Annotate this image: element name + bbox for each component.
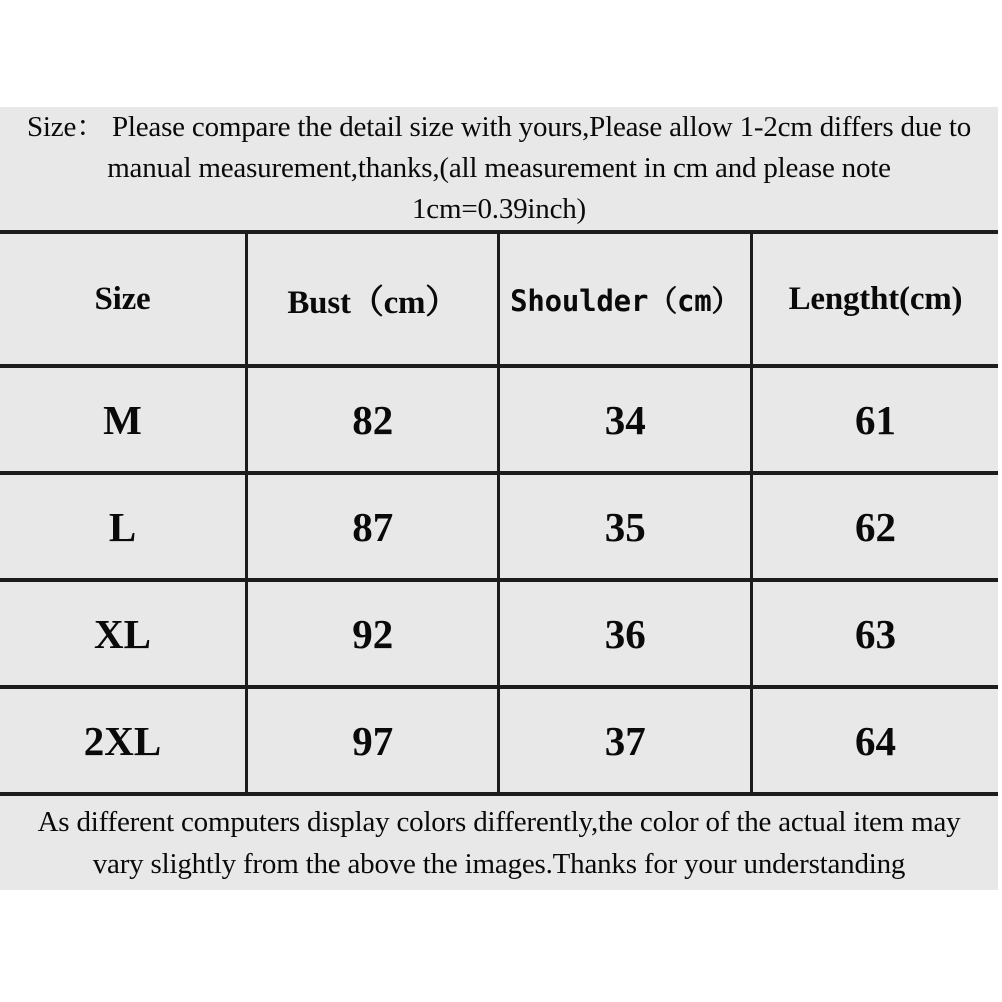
color-disclaimer-line-1: As different computers display colors differently,the color of the actual item may <box>37 806 961 838</box>
column-header-shoulder: Shoulder（cm） <box>499 232 751 366</box>
cell-length: 61 <box>751 366 998 473</box>
cell-size: 2XL <box>0 687 247 794</box>
size-table <box>0 230 998 796</box>
color-disclaimer-line-2: vary slightly from the above the images.Thanks for your understanding <box>92 848 906 880</box>
color-disclaimer <box>0 796 998 897</box>
column-header-size: Size <box>0 232 247 366</box>
size-note-line-2: manual measurement,thanks,(all measurement in cm and please note <box>107 152 891 184</box>
cell-size: XL <box>0 580 247 687</box>
table-header-row <box>0 232 998 366</box>
table-row-m <box>0 366 998 473</box>
column-header-bust: Bust（cm） <box>247 232 499 366</box>
cell-bust: 87 <box>247 473 499 580</box>
cell-length: 64 <box>751 687 998 794</box>
cell-shoulder: 36 <box>499 580 751 687</box>
table-row-xl <box>0 580 998 687</box>
cell-bust: 97 <box>247 687 499 794</box>
size-note-line-1: Size： Please compare the detail size with yours,Please allow 1-2cm differs due to <box>26 111 971 143</box>
cell-size: M <box>0 366 247 473</box>
size-note <box>0 107 998 230</box>
cell-size: L <box>0 473 247 580</box>
cell-bust: 92 <box>247 580 499 687</box>
cell-length: 63 <box>751 580 998 687</box>
cell-bust: 82 <box>247 366 499 473</box>
cell-shoulder: 37 <box>499 687 751 794</box>
size-chart-panel <box>0 107 998 890</box>
cell-shoulder: 35 <box>499 473 751 580</box>
column-header-length: Lengtht(cm) <box>751 232 998 366</box>
table-row-2xl <box>0 687 998 794</box>
table-row-l <box>0 473 998 580</box>
size-note-line-3: 1cm=0.39inch) <box>411 193 587 225</box>
cell-shoulder: 34 <box>499 366 751 473</box>
cell-length: 62 <box>751 473 998 580</box>
